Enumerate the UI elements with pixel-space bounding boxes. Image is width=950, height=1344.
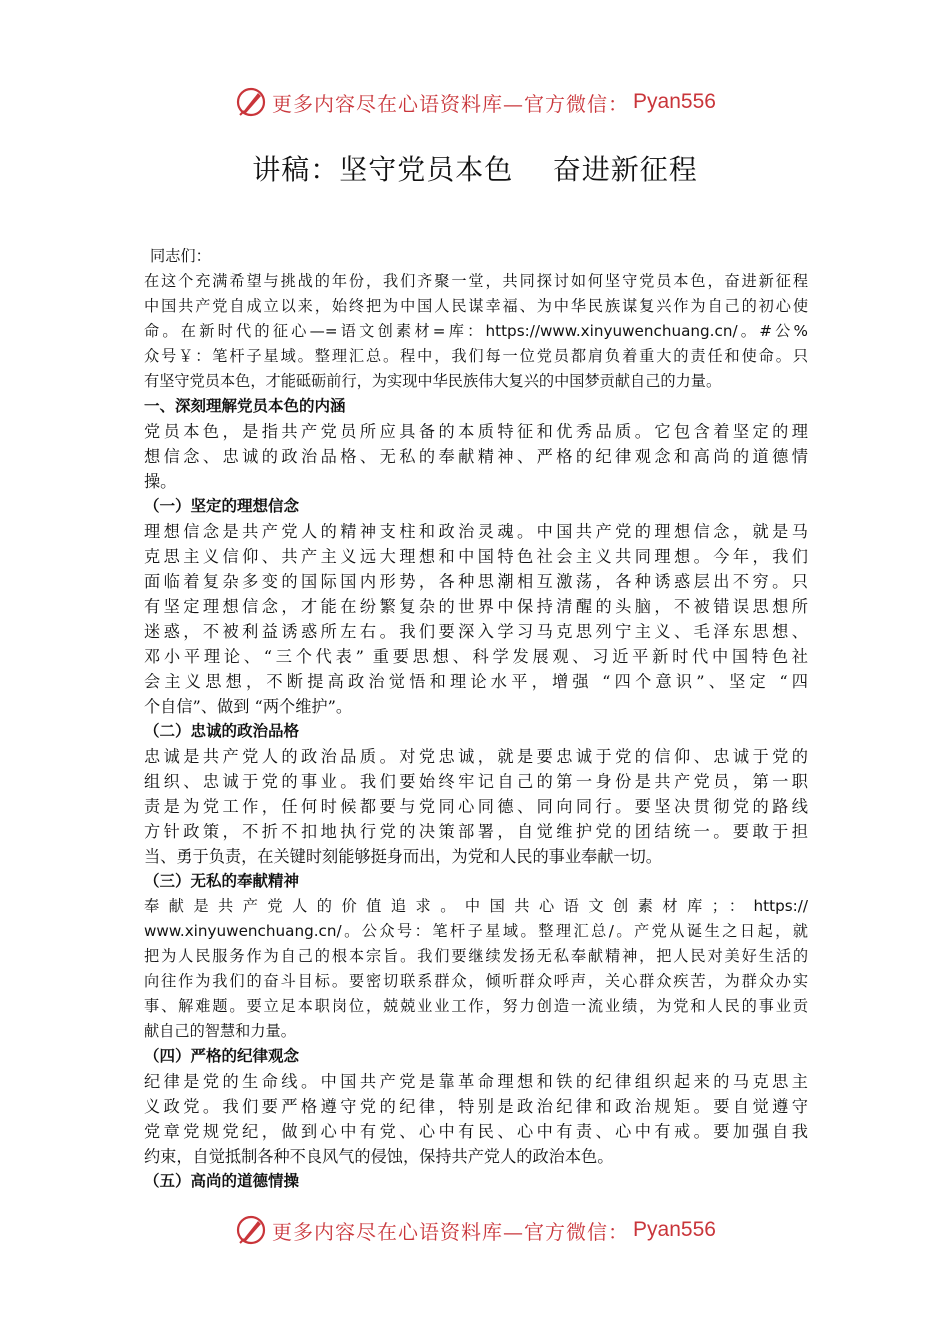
text-line: 义政党。我们要严格遵守党的纪律，特别是政治纪律和政治规矩。要自觉遵守 <box>144 1097 808 1116</box>
text-line: 会主义思想，不断提高政治觉悟和理论水平，增强 “四个意识”、坚定 “四 <box>144 672 808 691</box>
text-line: 邓小平理论、“三个代表” 重要思想、科学发展观、习近平新时代中国特色社 <box>144 647 808 666</box>
text-line: 个自信”、做到 “两个维护”。 <box>144 697 353 716</box>
text-line: 在这个充满希望与挑战的年份，我们齐聚一堂，共同探讨如何坚守党员本色，奋进新征程 <box>144 272 808 290</box>
text-line: 迷惑，不被利益诱惑所左右。我们要深入学习马克思列宁主义、毛泽东思想、 <box>144 622 808 641</box>
text-line: 事、解难题。要立足本职岗位，兢兢业业工作，努力创造一流业绩，为党和人民的事业贡 <box>144 997 808 1015</box>
header-watermark-banner <box>0 82 950 122</box>
text-line: 责是为党工作，任何时候都要与党同心同德、同向同行。要坚决贯彻党的路线 <box>144 797 808 816</box>
quill-circle-logo-icon <box>234 1213 268 1247</box>
section-heading: （五）高尚的道德情操 <box>144 1172 300 1190</box>
quill-circle-logo-icon <box>234 85 268 119</box>
text-line: 党章党规党纪，做到心中有党、心中有民、心中有责、心中有戒。要加强自我 <box>144 1122 808 1141</box>
text-line: 把为人民服务作为自己的根本宗旨。我们要继续发扬无私奉献精神，把人民对美好生活的 <box>144 947 808 965</box>
section-heading: 一、深刻理解党员本色的内涵 <box>144 397 346 415</box>
banner-wechat-id: Pyan556 <box>633 90 716 113</box>
banner-wechat-id: Pyan556 <box>633 1218 716 1241</box>
text-line: 理想信念是共产党人的精神支柱和政治灵魂。中国共产党的理想信念，就是马 <box>144 522 808 541</box>
banner-text: 更多内容尽在心语资料库—官方微信： <box>272 1219 630 1244</box>
document-title: 讲稿：坚守党员本色 奋进新征程 <box>252 153 698 186</box>
text-line: 同志们： <box>150 247 211 265</box>
text-line: 中国共产党自成立以来，始终把为中国人民谋幸福、为中华民族谋复兴作为自己的初心使 <box>144 297 808 315</box>
text-line: 奉献是共产党人的价值追求。中国共心语文创素材库；：https:// <box>144 897 808 915</box>
text-line: 方针政策，不折不扣地执行党的决策部署，自觉维护党的团结统一。要敢于担 <box>144 822 808 841</box>
text-line: 有坚守党员本色，才能砥砺前行，为实现中华民族伟大复兴的中国梦贡献自己的力量。 <box>144 372 722 390</box>
text-line: 众号￥：笔杆子星域。整理汇总。程中，我们每一位党员都肩负着重大的责任和使命。只 <box>144 347 808 365</box>
text-line: 克思主义信仰、共产主义远大理想和中国特色社会主义共同理想。今年，我们 <box>144 547 808 566</box>
section-heading: （一）坚定的理想信念 <box>144 497 300 515</box>
text-line: 献自己的智慧和力量。 <box>144 1022 296 1040</box>
text-line: 组织、忠诚于党的事业。我们要始终牢记自己的第一身份是共产党员，第一职 <box>144 772 808 791</box>
footer-watermark-banner <box>0 1210 950 1250</box>
text-line: 约束，自觉抵制各种不良风气的侵蚀，保持共产党人的政治本色。 <box>144 1147 614 1166</box>
section-heading: （四）严格的纪律观念 <box>144 1047 300 1065</box>
text-line: 有坚定理想信念，才能在纷繁复杂的世界中保持清醒的头脑，不被错误思想所 <box>144 597 808 616</box>
text-line: 党员本色，是指共产党员所应具备的本质特征和优秀品质。它包含着坚定的理 <box>144 422 808 441</box>
text-line: 操。 <box>144 472 177 491</box>
text-line: 面临着复杂多变的国际国内形势，各种思潮相互激荡，各种诱惑层出不穷。只 <box>144 572 808 591</box>
text-line: 想信念、忠诚的政治品格、无私的奉献精神、严格的纪律观念和高尚的道德情 <box>144 447 808 466</box>
text-line: 命。在新时代的征心—=语文创素材=库：https://www.xinyuwenchuang.cn/。#公% <box>144 322 808 340</box>
text-line: 当、勇于负责，在关键时刻能够挺身而出，为党和人民的事业奉献一切。 <box>144 847 662 866</box>
document-body <box>144 244 808 1194</box>
text-line: www.xinyuwenchuang.cn/。公众号：笔杆子星域。整理汇总/。产党从诞生之日起，就 <box>144 922 808 940</box>
section-heading: （二）忠诚的政治品格 <box>144 722 300 740</box>
text-line: 向往作为我们的奋斗目标。要密切联系群众，倾听群众呼声，关心群众疾苦，为群众办实 <box>144 972 808 990</box>
banner-text: 更多内容尽在心语资料库—官方微信： <box>272 91 630 116</box>
text-line: 忠诚是共产党人的政治品质。对党忠诚，就是要忠诚于党的信仰、忠诚于党的 <box>144 747 808 766</box>
section-heading: （三）无私的奉献精神 <box>144 872 300 890</box>
text-line: 纪律是党的生命线。中国共产党是靠革命理想和铁的纪律组织起来的马克思主 <box>144 1072 808 1091</box>
